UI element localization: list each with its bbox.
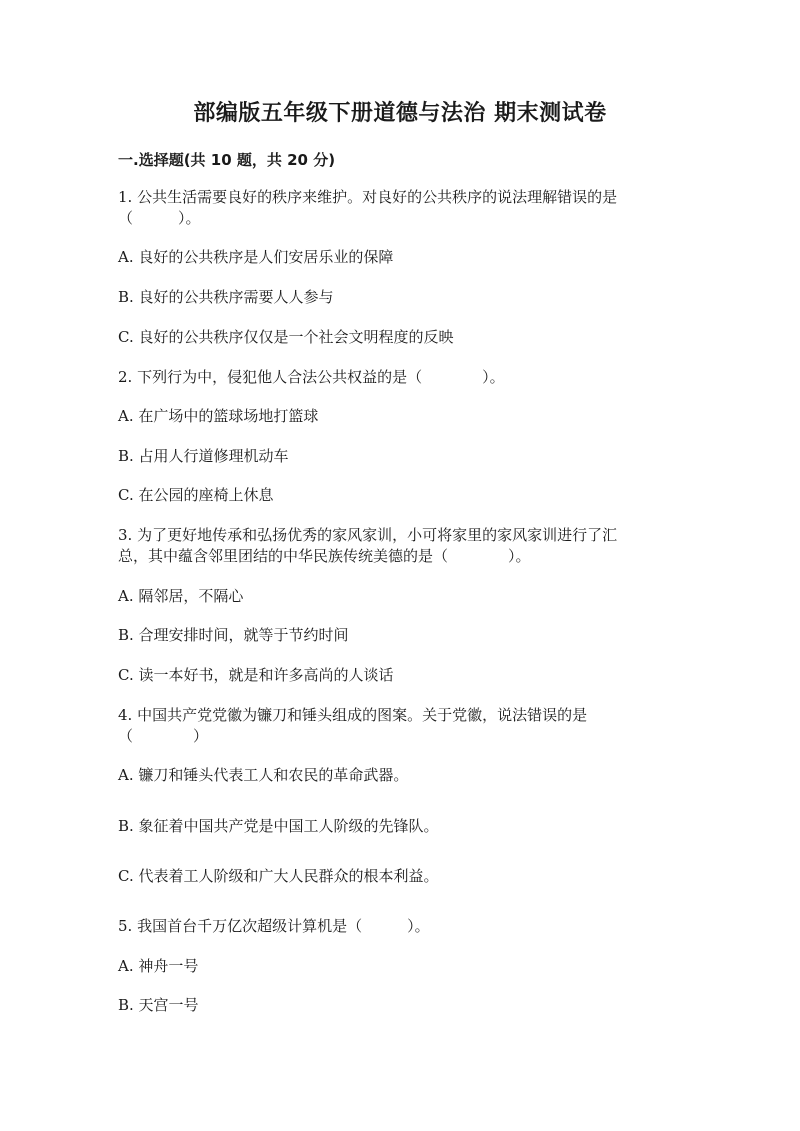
exam-title: 部编版五年级下册道德与法治 期末测试卷 xyxy=(193,101,607,126)
question-4-option-a: A. 镰刀和锤头代表工人和农民的革命武器。 xyxy=(118,766,409,784)
question-1-stem-line-1: 1. 公共生活需要良好的秩序来维护。对良好的公共秩序的说法理解错误的是 xyxy=(118,188,618,206)
question-3-stem-line-2: 总，其中蕴含邻里团结的中华民族传统美德的是（ ）。 xyxy=(118,547,531,565)
question-2-stem-line-1: 2. 下列行为中，侵犯他人合法公共权益的是（ ）。 xyxy=(118,368,505,386)
question-2-option-b: B. 占用人行道修理机动车 xyxy=(118,447,289,465)
section-heading: 一.选择题(共 10 题，共 20 分) xyxy=(118,151,336,169)
question-3-option-c: C. 读一本好书，就是和许多高尚的人谈话 xyxy=(118,666,394,684)
question-5-option-b: B. 天宫一号 xyxy=(118,996,199,1014)
question-2-option-a: A. 在广场中的篮球场地打篮球 xyxy=(118,407,319,425)
question-1-option-c: C. 良好的公共秩序仅仅是一个社会文明程度的反映 xyxy=(118,328,454,346)
question-4-option-c: C. 代表着工人阶级和广大人民群众的根本利益。 xyxy=(118,867,439,885)
question-3-option-b: B. 合理安排时间，就等于节约时间 xyxy=(118,626,349,644)
question-5-option-a: A. 神舟一号 xyxy=(118,957,199,975)
question-1-option-b: B. 良好的公共秩序需要人人参与 xyxy=(118,288,334,306)
question-4-stem-line-2: （ ） xyxy=(118,727,209,745)
question-4-option-b: B. 象征着中国共产党是中国工人阶级的先锋队。 xyxy=(118,817,439,835)
question-1-stem-line-2: （ ）。 xyxy=(118,209,201,227)
question-3-option-a: A. 隔邻居，不隔心 xyxy=(118,587,244,605)
question-2-option-c: C. 在公园的座椅上休息 xyxy=(118,486,274,504)
question-5-stem-line-1: 5. 我国首台千万亿次超级计算机是（ ）。 xyxy=(118,917,430,935)
question-4-stem-line-1: 4. 中国共产党党徽为镰刀和锤头组成的图案。关于党徽，说法错误的是 xyxy=(118,706,588,724)
question-3-stem-line-1: 3. 为了更好地传承和弘扬优秀的家风家训，小可将家里的家风家训进行了汇 xyxy=(118,526,618,544)
question-1-option-a: A. 良好的公共秩序是人们安居乐业的保障 xyxy=(118,248,394,266)
